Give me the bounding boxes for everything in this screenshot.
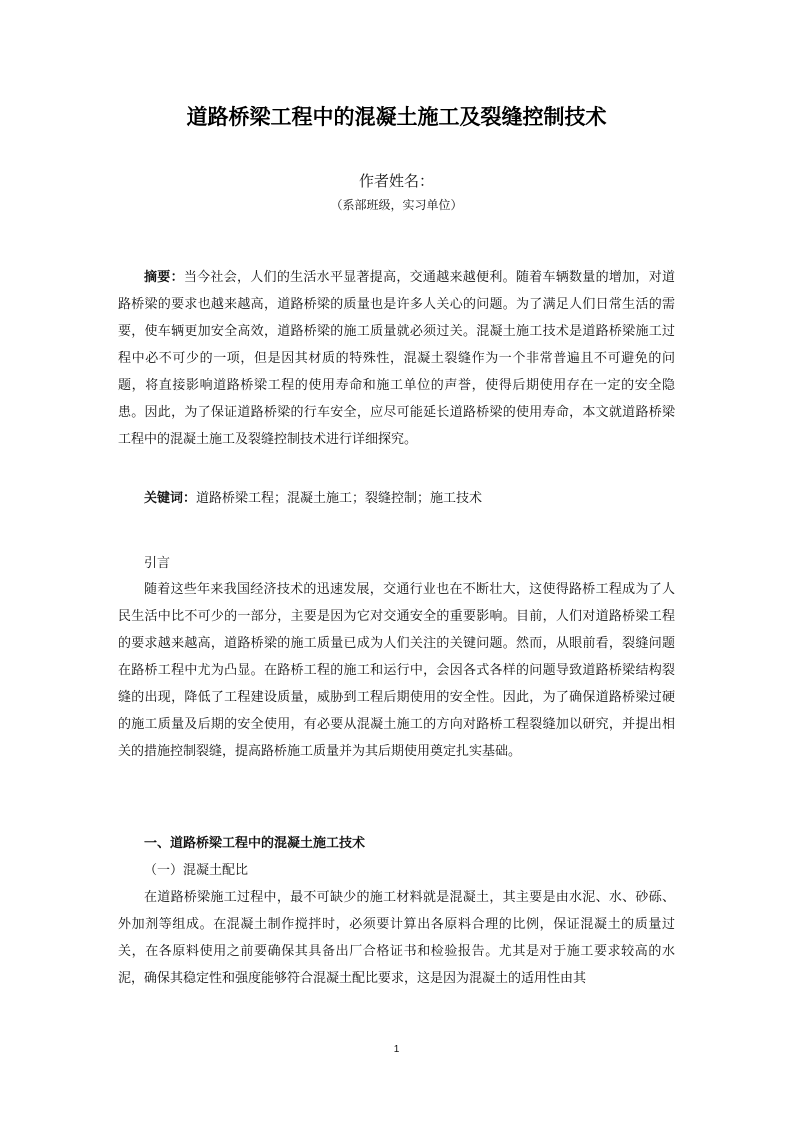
document-title: 道路桥梁工程中的混凝土施工及裂缝控制技术: [186, 105, 607, 129]
intro-paragraph: 随着这些年来我国经济技术的迅速发展，交通行业也在不断壮大，这使得路桥工程成为了人民生活中比不可少的一部分，主要是因为它对交通安全的重要影响。目前，人们对道路桥梁工程的要求越来越高，道路桥梁的施工质量已成为人们关注的关键问题。然而，从眼前看，裂缝问题在路桥工程中尤为凸显。在路桥工程的施工和运行中，会因各式各样的问题导致道路桥梁结构裂缝的出现，降低了工程建设质量，威胁到工程后期使用的安全性。因此，为了确保道路桥梁过硬的施工质量及后期的安全使用，有必要从混凝土施工的方向对路桥工程裂缝加以研究，并提出相关的措施控制裂缝，提高路桥施工质量并为其后期使用奠定扎实基础。: [118, 582, 675, 759]
page-number: 1: [393, 1044, 400, 1055]
keywords-paragraph: [118, 485, 675, 512]
keywords-text: 道路桥梁工程；混凝土施工；裂缝控制；施工技术: [196, 491, 483, 506]
keywords-label: 关键词：: [144, 491, 197, 506]
keywords-section: [118, 485, 675, 512]
abstract-text: 当今社会，人们的生活水平显著提高，交通越来越便利。随着车辆数量的增加，对道路桥梁的要求也越来越高，道路桥梁的质量也是许多人关心的问题。为了满足人们日常生活的需要，使车辆更加安全高效，道路桥梁的施工质量就必须过关。混凝土施工技术是道路桥梁施工过程中必不可少的一项，但是因其材质的特殊性，混凝土裂缝作为一个非常普遍且不可避免的问题，将直接影响道路桥梁工程的使用寿命和施工单位的声誉，使得后期使用存在一定的安全隐患。因此，为了保证道路桥梁的行车安全，应尽可能延长道路桥梁的使用寿命，本文就道路桥梁工程中的混凝土施工及裂缝控制技术进行详细探究。: [118, 270, 675, 447]
intro-heading-block: [118, 550, 675, 577]
subsection1-heading-block: [118, 857, 675, 884]
abstract-section: [118, 264, 675, 453]
author-affiliation: （系部班级，实习单位）: [330, 198, 463, 212]
section1-paragraph: 在道路桥梁施工过程中，最不可缺少的施工材料就是混凝土，其主要是由水泥、水、砂砾、外加剂等组成。在混凝土制作搅拌时，必须要计算出各原料合理的比例，保证混凝土的质量过关，在各原料使用之前要确保其具备出厂合格证书和检验报告。尤其是对于施工要求较高的水泥，确保其稳定性和强度能够符合混凝土配比要求，这是因为混凝土的适用性由其: [118, 890, 675, 986]
abstract-paragraph: [118, 264, 675, 453]
intro-section: [118, 576, 675, 765]
author-name: 作者姓名：: [358, 172, 434, 190]
section1-heading: 一、道路桥梁工程中的混凝土施工技术: [144, 836, 366, 851]
section1-body: [118, 884, 675, 992]
subsection1-heading: （一）混凝土配比: [144, 863, 249, 878]
intro-heading: 引言: [144, 556, 171, 571]
section1-heading-block: [118, 830, 675, 857]
abstract-label: 摘要：: [144, 270, 184, 285]
